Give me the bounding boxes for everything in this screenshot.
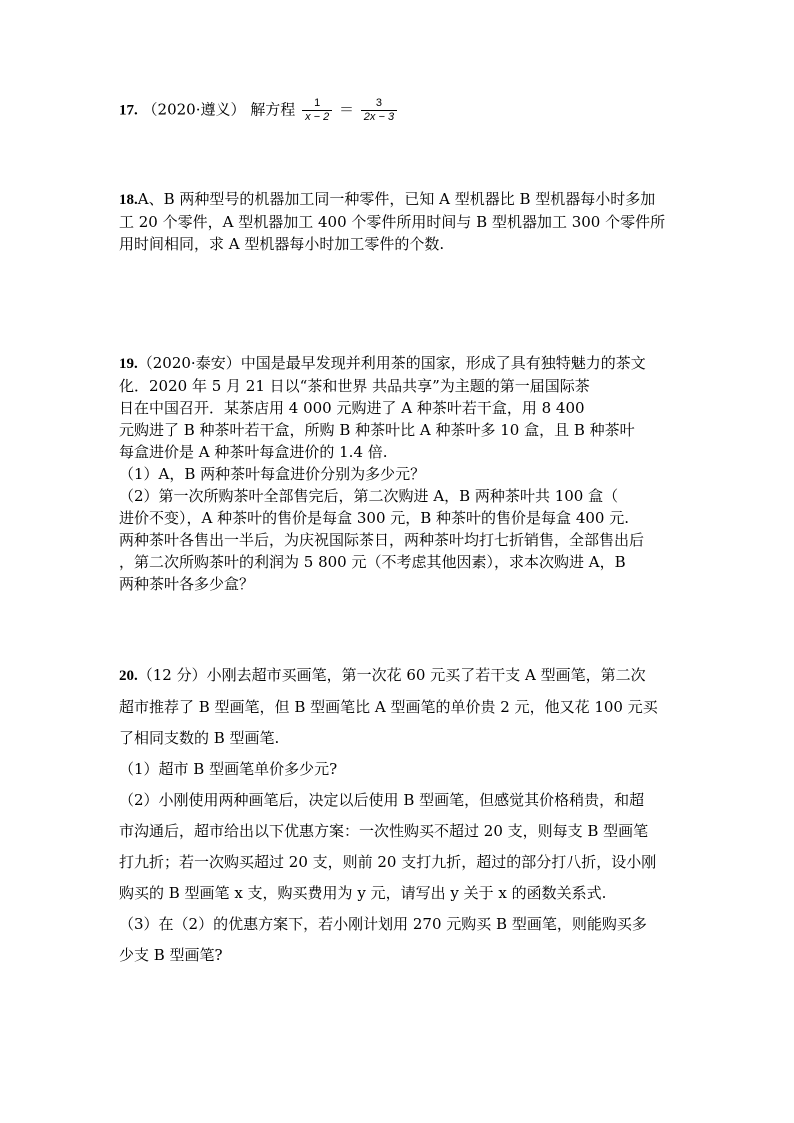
question-line: （12 分）小刚去超市买画笔，第一次花 60 元买了若干支 A 型画笔，第二次 [137,666,646,684]
fraction-right [361,97,397,124]
sub-question-2: （2）第一次所购茶叶全部售完后，第二次购进 A，B 两种茶叶共 100 盒（ [119,487,619,505]
question-line: 进价不变），A 种茶叶的售价是每盒 300 元，B 种茶叶的售价是每盒 400 元. [119,509,629,527]
sub-question-2: （2）小刚使用两种画笔后，决定以后使用 B 型画笔，但感觉其价格稍贵，和超 [119,791,645,809]
question-line: 化．2020 年 5 月 21 日以“茶和世界 共品共享”为主题的第一届国际茶 [119,377,590,395]
fraction-denominator: x − 2 [305,111,330,123]
question-line: 元购进了 B 种茶叶若干盒，所购 B 种茶叶比 A 种茶叶多 10 盒，且 B 种茶叶 [119,421,635,439]
question-line: 了相同支数的 B 型画笔. [119,729,280,747]
question-line: 用时间相同，求 A 型机器每小时加工零件的个数. [119,235,445,253]
question-line: 两种茶叶各售出一半后，为庆祝国际茶日，两种茶叶均打七折销售，全部售出后 [119,531,645,549]
question-number: 20. [119,668,138,684]
question-line: 工 20 个零件，A 型机器加工 400 个零件所用时间与 B 型机器加工 300 个零件所 [119,213,666,231]
question-line: 打九折；若一次购买超过 20 支，则前 20 支打九折，超过的部分打八折，设小刚 [119,853,657,871]
question-20 [119,660,679,971]
question-line: ，第二次所购茶叶的利润为 5 800 元（不考虑其他因素），求本次购进 A，B [119,553,626,571]
question-19 [119,352,679,595]
question-18 [119,188,679,255]
question-line: 日在中国召开．某茶店用 4 000 元购进了 A 种茶叶若干盒，用 8 400 [119,399,585,417]
fraction-numerator: 1 [302,97,332,111]
question-number: 19. [119,356,138,372]
question-line: 每盒进价是 A 种茶叶每盒进价的 1.4 倍. [119,443,388,461]
equals-sign: ＝ [339,100,355,119]
fraction-left [302,97,332,124]
question-text: 解方程 [250,100,296,119]
question-line: 超市推荐了 B 型画笔，但 B 型画笔比 A 型画笔的单价贵 2 元，他又花 100 元买 [119,698,658,716]
question-number: 17. [119,102,138,119]
question-17 [119,97,679,124]
question-line: 购买的 B 型画笔 x 支，购买费用为 y 元，请写出 y 关于 x 的函数关系式. [119,884,607,902]
question-line: 市沟通后，超市给出以下优惠方案：一次性购买不超过 20 支，则每支 B 型画笔 [119,822,649,840]
fraction-denominator: 2x − 3 [363,111,395,123]
question-line: （2020·泰安）中国是最早发现并利用茶的国家，形成了具有独特魅力的茶文 [137,354,646,372]
sub-question-1: （1）A，B 两种茶叶每盒进价分别为多少元？ [119,465,426,483]
sub-question-1: （1）超市 B 型画笔单价多少元? [119,760,338,778]
question-source: （2020·遵义） [142,100,246,119]
question-number: 18. [119,192,138,208]
question-line: A、B 两种型号的机器加工同一种零件，已知 A 型机器比 B 型机器每小时多加 [137,190,656,208]
sub-question-3: （3）在（2）的优惠方案下，若小刚计划用 270 元购买 B 型画笔，则能购买多 [119,915,647,933]
question-line: 少支 B 型画笔? [119,946,223,964]
fraction-numerator: 3 [361,97,397,111]
question-line: 两种茶叶各多少盒？ [119,575,255,593]
